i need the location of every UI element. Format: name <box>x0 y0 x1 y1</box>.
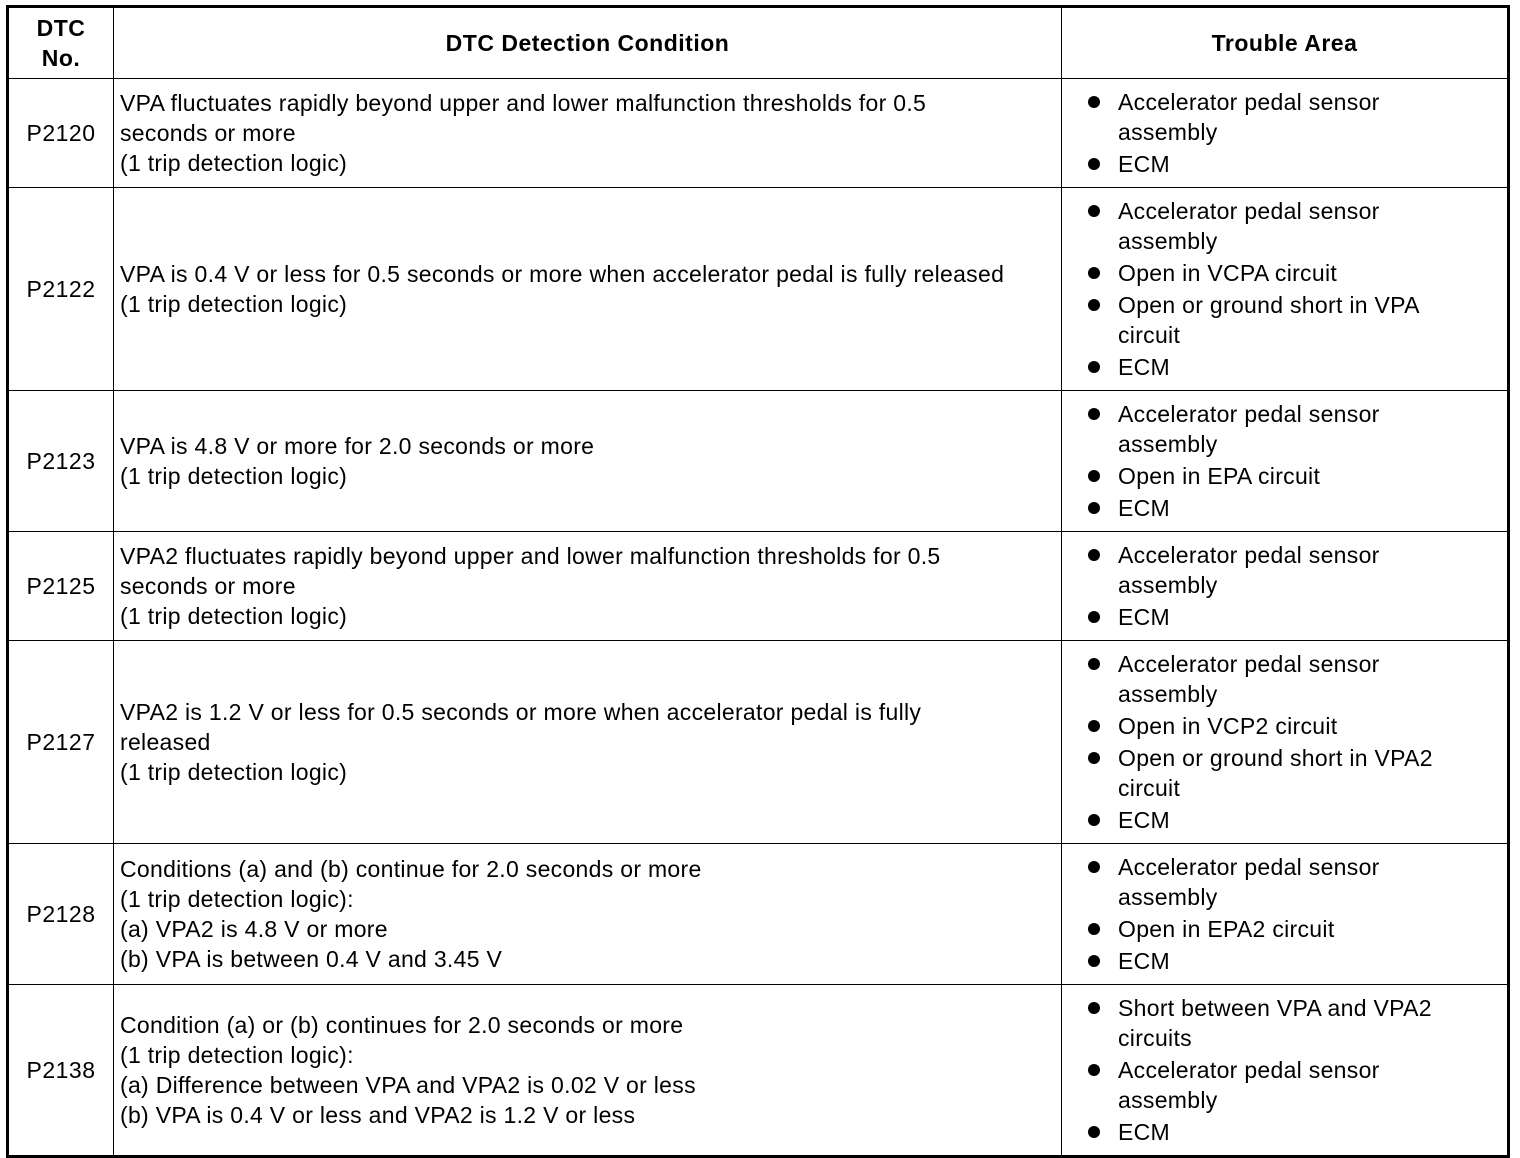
trouble-area-item <box>1086 852 1503 912</box>
detection-condition <box>114 844 1062 985</box>
detection-condition <box>114 79 1062 188</box>
trouble-area-list <box>1086 540 1503 632</box>
trouble-area-text: ECM <box>1118 495 1171 521</box>
condition-line: (1 trip detection logic) <box>120 150 348 176</box>
trouble-area-text: Short between VPA and VPA2 circuits <box>1118 995 1432 1051</box>
dtc-code: P2125 <box>8 532 114 641</box>
bullet-icon <box>1088 752 1100 764</box>
bullet-icon <box>1088 720 1100 732</box>
trouble-area-text: Accelerator pedal sensor assembly <box>1118 198 1380 254</box>
condition-line: (1 trip detection logic) <box>120 291 348 317</box>
trouble-area-item <box>1086 914 1503 944</box>
trouble-area-item <box>1086 290 1503 350</box>
trouble-area-text: Open in VCPA circuit <box>1118 260 1338 286</box>
trouble-area-text: ECM <box>1118 354 1171 380</box>
condition-line: released <box>120 729 211 755</box>
table-row <box>8 532 1509 641</box>
trouble-area-item <box>1086 602 1503 632</box>
trouble-area-text: Accelerator pedal sensor assembly <box>1118 89 1380 145</box>
trouble-area <box>1062 79 1509 188</box>
condition-line: seconds or more <box>120 120 296 146</box>
condition-line: (1 trip detection logic) <box>120 463 348 489</box>
bullet-icon <box>1088 1002 1100 1014</box>
trouble-area-text: Accelerator pedal sensor assembly <box>1118 401 1380 457</box>
trouble-area <box>1062 985 1509 1157</box>
trouble-area-item <box>1086 711 1503 741</box>
trouble-area <box>1062 844 1509 985</box>
bullet-icon <box>1088 658 1100 670</box>
dtc-table <box>6 5 1510 1158</box>
trouble-area-text: ECM <box>1118 1119 1171 1145</box>
table-header-row <box>8 7 1509 79</box>
table-body <box>8 79 1509 1157</box>
bullet-icon <box>1088 361 1100 373</box>
trouble-area-item <box>1086 87 1503 147</box>
table-row <box>8 391 1509 532</box>
condition-line: VPA is 0.4 V or less for 0.5 seconds or more when accelerator pedal is fully released <box>120 261 1005 287</box>
trouble-area-text: ECM <box>1118 604 1171 630</box>
trouble-area-text: Open or ground short in VPA circuit <box>1118 292 1420 348</box>
trouble-area-list <box>1086 993 1503 1147</box>
dtc-code: P2127 <box>8 641 114 844</box>
trouble-area-list <box>1086 196 1503 382</box>
trouble-area-text: Accelerator pedal sensor assembly <box>1118 651 1380 707</box>
trouble-area-item <box>1086 461 1503 491</box>
trouble-area-list <box>1086 852 1503 976</box>
table-row <box>8 79 1509 188</box>
bullet-icon <box>1088 861 1100 873</box>
condition-line: (1 trip detection logic) <box>120 603 348 629</box>
condition-line: (1 trip detection logic): <box>120 1042 354 1068</box>
bullet-icon <box>1088 502 1100 514</box>
header-trouble-area: Trouble Area <box>1062 7 1509 79</box>
trouble-area-item <box>1086 1117 1503 1147</box>
condition-line: (b) VPA is 0.4 V or less and VPA2 is 1.2 V or less <box>120 1102 636 1128</box>
trouble-area-item <box>1086 993 1503 1053</box>
trouble-area <box>1062 391 1509 532</box>
table-row <box>8 844 1509 985</box>
condition-line: VPA2 fluctuates rapidly beyond upper and lower malfunction thresholds for 0.5 <box>120 543 941 569</box>
trouble-area-item <box>1086 149 1503 179</box>
bullet-icon <box>1088 158 1100 170</box>
condition-line: (1 trip detection logic) <box>120 759 348 785</box>
trouble-area-text: Open or ground short in VPA2 circuit <box>1118 745 1433 801</box>
trouble-area <box>1062 188 1509 391</box>
dtc-code: P2122 <box>8 188 114 391</box>
trouble-area-text: Open in EPA2 circuit <box>1118 916 1335 942</box>
trouble-area-item <box>1086 352 1503 382</box>
trouble-area-text: Open in EPA circuit <box>1118 463 1321 489</box>
condition-line: (1 trip detection logic): <box>120 886 354 912</box>
condition-line: VPA2 is 1.2 V or less for 0.5 seconds or more when accelerator pedal is fully <box>120 699 922 725</box>
trouble-area-item <box>1086 1055 1503 1115</box>
condition-line: Conditions (a) and (b) continue for 2.0 seconds or more <box>120 856 702 882</box>
detection-condition <box>114 532 1062 641</box>
bullet-icon <box>1088 299 1100 311</box>
dtc-code: P2128 <box>8 844 114 985</box>
trouble-area-item <box>1086 743 1503 803</box>
header-detection-condition: DTC Detection Condition <box>114 7 1062 79</box>
trouble-area-list <box>1086 649 1503 835</box>
trouble-area-item <box>1086 540 1503 600</box>
trouble-area-text: ECM <box>1118 151 1171 177</box>
trouble-area <box>1062 641 1509 844</box>
header-dtc-no: DTC No. <box>8 7 114 79</box>
bullet-icon <box>1088 470 1100 482</box>
condition-line: Condition (a) or (b) continues for 2.0 seconds or more <box>120 1012 684 1038</box>
condition-line: seconds or more <box>120 573 296 599</box>
bullet-icon <box>1088 1126 1100 1138</box>
trouble-area <box>1062 532 1509 641</box>
bullet-icon <box>1088 549 1100 561</box>
condition-line: (a) Difference between VPA and VPA2 is 0.02 V or less <box>120 1072 696 1098</box>
bullet-icon <box>1088 205 1100 217</box>
bullet-icon <box>1088 1064 1100 1076</box>
trouble-area-item <box>1086 399 1503 459</box>
trouble-area-text: ECM <box>1118 948 1171 974</box>
dtc-code: P2123 <box>8 391 114 532</box>
table-row <box>8 641 1509 844</box>
condition-line: VPA is 4.8 V or more for 2.0 seconds or more <box>120 433 595 459</box>
dtc-code: P2138 <box>8 985 114 1157</box>
trouble-area-text: Accelerator pedal sensor assembly <box>1118 1057 1380 1113</box>
trouble-area-item <box>1086 258 1503 288</box>
bullet-icon <box>1088 96 1100 108</box>
trouble-area-item <box>1086 946 1503 976</box>
dtc-table-container <box>6 5 1507 1158</box>
condition-line: VPA fluctuates rapidly beyond upper and lower malfunction thresholds for 0.5 <box>120 90 927 116</box>
bullet-icon <box>1088 267 1100 279</box>
trouble-area-text: ECM <box>1118 807 1171 833</box>
trouble-area-text: Accelerator pedal sensor assembly <box>1118 854 1380 910</box>
table-row <box>8 188 1509 391</box>
detection-condition <box>114 391 1062 532</box>
detection-condition <box>114 641 1062 844</box>
trouble-area-text: Accelerator pedal sensor assembly <box>1118 542 1380 598</box>
trouble-area-item <box>1086 649 1503 709</box>
trouble-area-list <box>1086 87 1503 179</box>
condition-line: (b) VPA is between 0.4 V and 3.45 V <box>120 946 503 972</box>
bullet-icon <box>1088 408 1100 420</box>
bullet-icon <box>1088 611 1100 623</box>
table-row <box>8 985 1509 1157</box>
bullet-icon <box>1088 814 1100 826</box>
trouble-area-list <box>1086 399 1503 523</box>
detection-condition <box>114 188 1062 391</box>
dtc-code: P2120 <box>8 79 114 188</box>
trouble-area-text: Open in VCP2 circuit <box>1118 713 1338 739</box>
trouble-area-item <box>1086 196 1503 256</box>
detection-condition <box>114 985 1062 1157</box>
trouble-area-item <box>1086 805 1503 835</box>
condition-line: (a) VPA2 is 4.8 V or more <box>120 916 388 942</box>
bullet-icon <box>1088 923 1100 935</box>
trouble-area-item <box>1086 493 1503 523</box>
bullet-icon <box>1088 955 1100 967</box>
